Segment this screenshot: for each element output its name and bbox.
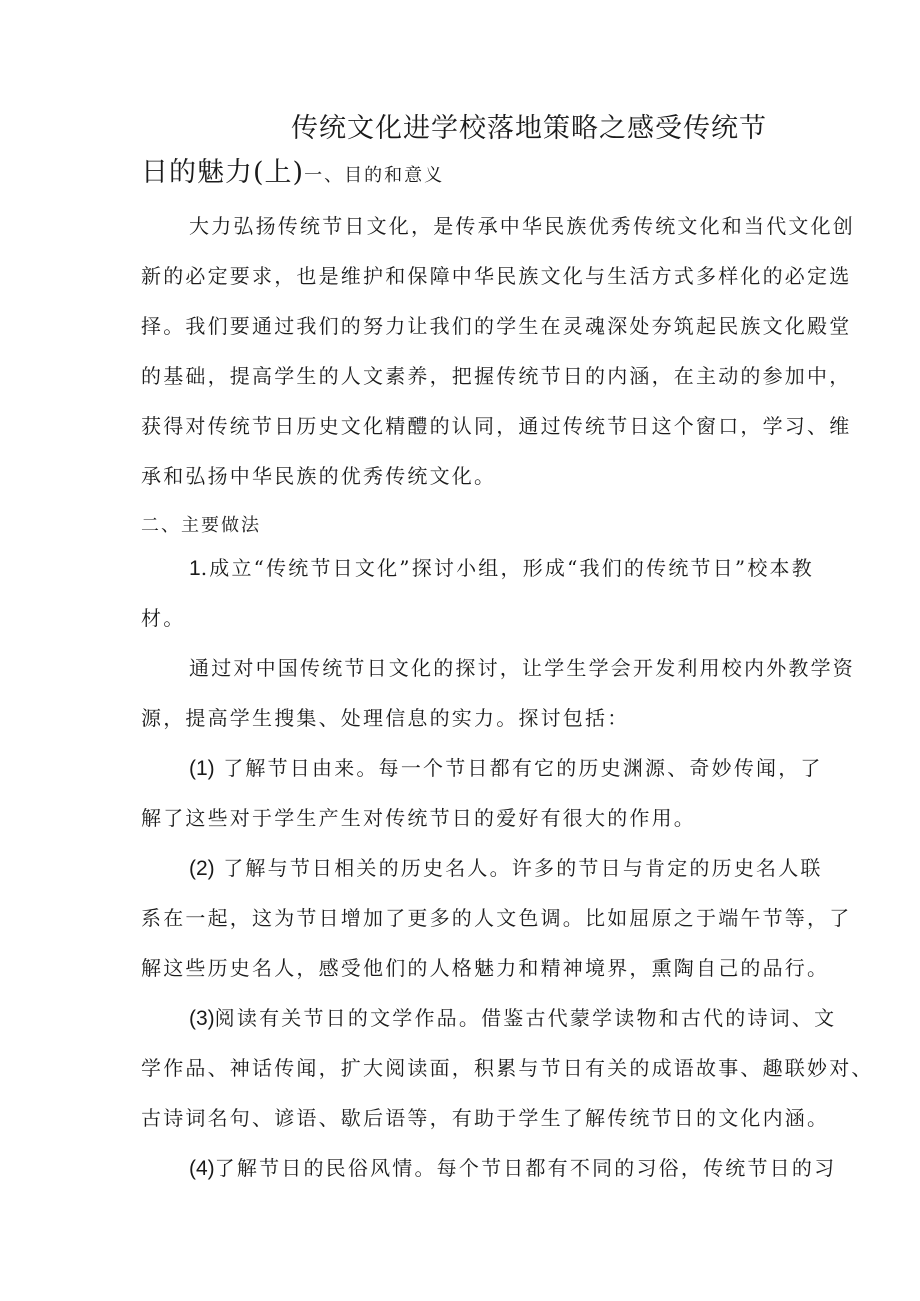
sub-item-1-line-1 (189, 754, 823, 783)
sub-item-3-line-1 (189, 1004, 836, 1033)
sub-item-4-text: 了解节日的民俗风情。每个节日都有不同的习俗，传统节日的习 (214, 1156, 837, 1180)
sub-item-3-text: 阅读有关节日的文学作品。借鉴古代蒙学读物和古代的诗词、文 (214, 1006, 837, 1030)
sub-item-1-line-2: 解了这些对于学生产生对传统节日的爱好有很大的作用。 (141, 806, 696, 830)
sub-item-1-text: 了解节日由来。每一个节日都有它的历史渊源、奇妙传闻，了 (223, 756, 823, 780)
sub-item-1-number: (1) (189, 757, 215, 780)
sub-item-2-line-2: 系在一起，这为节日增加了更多的人文色调。比如屈原之于端午节等，了 (141, 906, 852, 930)
sub-item-3-line-2: 学作品、神话传闻，扩大阅读面，积累与节日有关的成语故事、趣联妙对、 (141, 1056, 874, 1080)
document-title-line-2-row (141, 156, 444, 190)
item-1-line-1 (189, 554, 814, 583)
item-1-text: .成立“传统节日文化”探讨小组，形成“我们的传统节日”校本教 (200, 556, 814, 580)
section-1-paragraph-line: 获得对传统节日历史文化精醴的认同，通过传统节日这个窗口，学习、维 (141, 414, 852, 438)
sub-item-3-number: (3) (189, 1007, 215, 1030)
section-1-paragraph-line: 择。我们要通过我们的努力让我们的学生在灵魂深处夯筑起民族文化殿堂 (141, 314, 852, 338)
section-1-paragraph-line: 大力弘扬传统节日文化，是传承中华民族优秀传统文化和当代文化创 (189, 214, 855, 238)
sub-item-2-text: 了解与节日相关的历史名人。许多的节日与肯定的历史名人联 (223, 856, 823, 880)
section-2-paragraph-line: 通过对中国传统节日文化的探讨，让学生学会开发利用校内外教学资 (189, 656, 855, 680)
sub-item-2-line-1 (189, 854, 823, 883)
sub-item-2-number: (2) (189, 857, 215, 880)
section-1-paragraph-line: 的基础，提高学生的人文素养，把握传统节日的内涵，在主动的参加中， (141, 364, 852, 388)
sub-item-4-number: (4) (189, 1157, 215, 1180)
sub-item-3-line-3: 古诗词名句、谚语、歇后语等，有助于学生了解传统节日的文化内涵。 (141, 1106, 830, 1130)
section-2-heading: 二、主要做法 (141, 515, 261, 536)
section-1-paragraph-line: 承和弘扬中华民族的优秀传统文化。 (141, 464, 497, 488)
document-title-line-1: 传统文化进学校落地策略之感受传统节 (291, 113, 767, 144)
item-1-line-2: 材。 (141, 606, 186, 630)
section-2-paragraph-line: 源，提高学生搜集、处理信息的实力。探讨包括： (141, 706, 630, 730)
sub-item-4-line-1 (189, 1154, 836, 1183)
sub-item-2-line-3: 解这些历史名人，感受他们的人格魅力和精神境界，熏陶自己的品行。 (141, 956, 830, 980)
section-1-heading: 一、目的和意义 (304, 165, 445, 186)
item-1-number: 1 (189, 557, 201, 580)
document-title-line-2: 日的魅力(上) (141, 157, 305, 188)
section-1-paragraph-line: 新的必定要求，也是维护和保障中华民族文化与生活方式多样化的必定选 (141, 264, 852, 288)
